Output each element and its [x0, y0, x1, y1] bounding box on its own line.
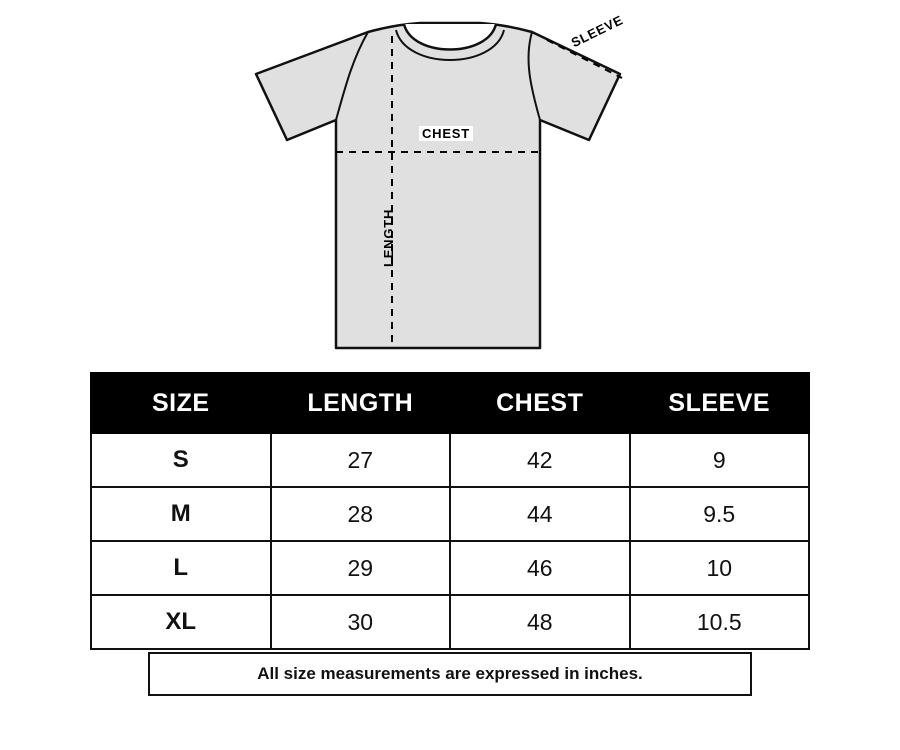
length-label: LENGTH	[381, 208, 396, 267]
cell-length: 30	[271, 595, 451, 649]
column-header-sleeve: SLEEVE	[630, 373, 810, 433]
cell-size: S	[91, 433, 271, 487]
t-shirt-shape	[256, 23, 620, 348]
cell-sleeve: 9	[630, 433, 810, 487]
sleeve-label: SLEEVE	[568, 12, 626, 51]
column-header-chest: CHEST	[450, 373, 630, 433]
cell-size: M	[91, 487, 271, 541]
cell-sleeve: 9.5	[630, 487, 810, 541]
table-header-row	[91, 373, 809, 433]
cell-chest: 44	[450, 487, 630, 541]
column-header-length: LENGTH	[271, 373, 451, 433]
cell-chest: 48	[450, 595, 630, 649]
cell-chest: 42	[450, 433, 630, 487]
cell-size: L	[91, 541, 271, 595]
cell-length: 27	[271, 433, 451, 487]
column-header-size: SIZE	[91, 373, 271, 433]
cell-chest: 46	[450, 541, 630, 595]
table-row	[91, 595, 809, 649]
table-row	[91, 433, 809, 487]
t-shirt-diagram	[0, 0, 900, 370]
measurement-note-text: All size measurements are expressed in inches.	[257, 664, 643, 683]
t-shirt-illustration	[0, 0, 900, 370]
table-row	[91, 487, 809, 541]
cell-length: 28	[271, 487, 451, 541]
table-row	[91, 541, 809, 595]
cell-length: 29	[271, 541, 451, 595]
chest-label: CHEST	[419, 126, 473, 141]
cell-sleeve: 10.5	[630, 595, 810, 649]
cell-size: XL	[91, 595, 271, 649]
measurement-note-box	[148, 652, 752, 696]
size-chart-table	[90, 372, 810, 650]
cell-sleeve: 10	[630, 541, 810, 595]
